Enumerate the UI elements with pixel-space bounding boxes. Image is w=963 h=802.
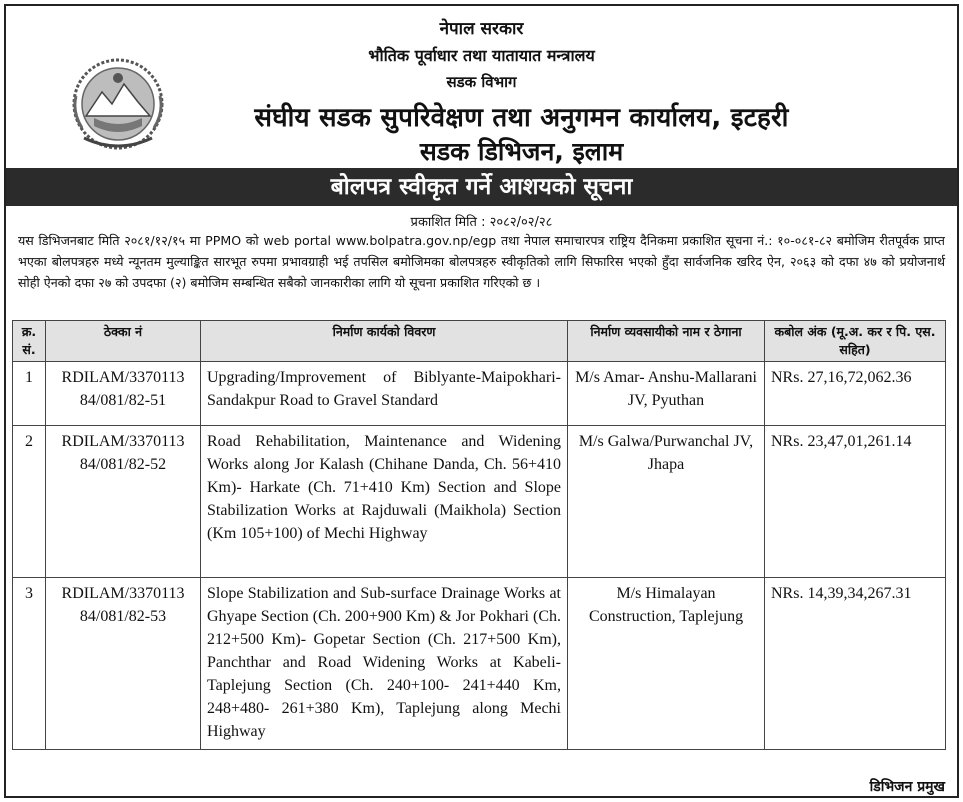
header-contractor: निर्माण व्यवसायीको नाम र ठेगाना <box>568 321 765 362</box>
row-amount: NRs. 27,16,72,062.36 <box>765 362 946 426</box>
header-amount: कबोल अंक (मू.अ. कर र पि. एस. सहित) <box>765 321 946 362</box>
contracts-table <box>12 320 946 750</box>
office-title: संघीय सडक सुपरिवेक्षण तथा अनुगमन कार्यालय, इटहरी <box>254 103 789 133</box>
header-sn: क्र. सं. <box>13 321 46 362</box>
header-description: निर्माण कार्यको विवरण <box>201 321 568 362</box>
notice-body-paragraph: यस डिभिजनबाट मिति २०८१/१२/१५ मा PPMO को web portal www.bolpatra.gov.np/egp तथा नेपाल समाचारपत्र राष्ट्रिय दैनिकमा प्रकाशित सूचना नं.: १०-०८१-८२ बमोजिम रीतपूर्वक प्राप्त भएका बोलपत्रहरु मध्ये न्यूनतम मुल्याङ्कित सारभूत रुपमा प्रभावग्राही भई तपसिल बमोजिमका बोलपत्रहरु स्वीकृतिको लागि सिफारिस भएको हुँदा सार्वजनिक खरिद ऐन, २०६३ को दफा ४७ को प्रयोजनार्थ सोही ऐनको दफा २७ को उपदफा (२) बमोजिम सम्बन्धित सबैको जानकारीका लागि यो सूचना प्रकाशित गरिएको छ । <box>18 233 945 290</box>
row-sn: 1 <box>13 362 46 426</box>
row-contract-no: RDILAM/3370113 84/081/82-52 <box>46 426 201 578</box>
table-header-row <box>13 321 946 362</box>
row-amount: NRs. 23,47,01,261.14 <box>765 426 946 578</box>
govt-title: नेपाल सरकार <box>439 19 524 39</box>
row-contractor: M/s Galwa/Purwanchal JV, Jhapa <box>568 426 765 578</box>
row-contract-no: RDILAM/3370113 84/081/82-53 <box>46 578 201 750</box>
row-description: Upgrading/Improvement of Biblyante-Maipokhari-Sandakpur Road to Gravel Standard <box>201 362 568 426</box>
row-contract-no: RDILAM/3370113 84/081/82-51 <box>46 362 201 426</box>
row-description: Slope Stabilization and Sub-surface Drainage Works at Ghyape Section (Ch. 200+900 Km) & Jor Pokhari (Ch. 212+500 Km)- Gopetar Section (Ch. 217+500 Km), Panchthar and Road Widening Works at Kabeli- Taplejung Section (Ch. 240+100- 241+440 Km, 248+480- 261+380 Km), Taplejung along Mechi Highway <box>201 578 568 750</box>
row-contractor: M/s Himalayan Construction, Taplejung <box>568 578 765 750</box>
table-row <box>13 426 946 578</box>
row-sn: 3 <box>13 578 46 750</box>
row-contractor: M/s Amar- Anshu-Mallarani JV, Pyuthan <box>568 362 765 426</box>
row-sn: 2 <box>13 426 46 578</box>
table-row <box>13 578 946 750</box>
department-title: सडक विभाग <box>446 73 517 91</box>
letterhead <box>6 6 957 168</box>
header-contract-no: ठेक्का नं <box>46 321 201 362</box>
row-description: Road Rehabilitation, Maintenance and Widening Works along Jor Kalash (Chihane Danda, Ch. 56+410 Km)- Harkate (Ch. 71+410 Km) Section and Slope Stabilization Works at Rajduwali (Maikhola) Section (Km 105+100) of Mechi Highway <box>201 426 568 578</box>
table-row <box>13 362 946 426</box>
division-title: सडक डिभिजन, इलाम <box>419 137 624 166</box>
notice-title-banner: बोलपत्र स्वीकृत गर्ने आशयको सूचना <box>6 168 957 206</box>
published-date: प्रकाशित मिति : २०८२/०२/२८ <box>410 215 553 230</box>
division-chief-signature: डिभिजन प्रमुख <box>869 779 945 795</box>
ministry-title: भौतिक पूर्वाधार तथा यातायात मन्त्रालय <box>368 46 595 65</box>
row-amount: NRs. 14,39,34,267.31 <box>765 578 946 750</box>
